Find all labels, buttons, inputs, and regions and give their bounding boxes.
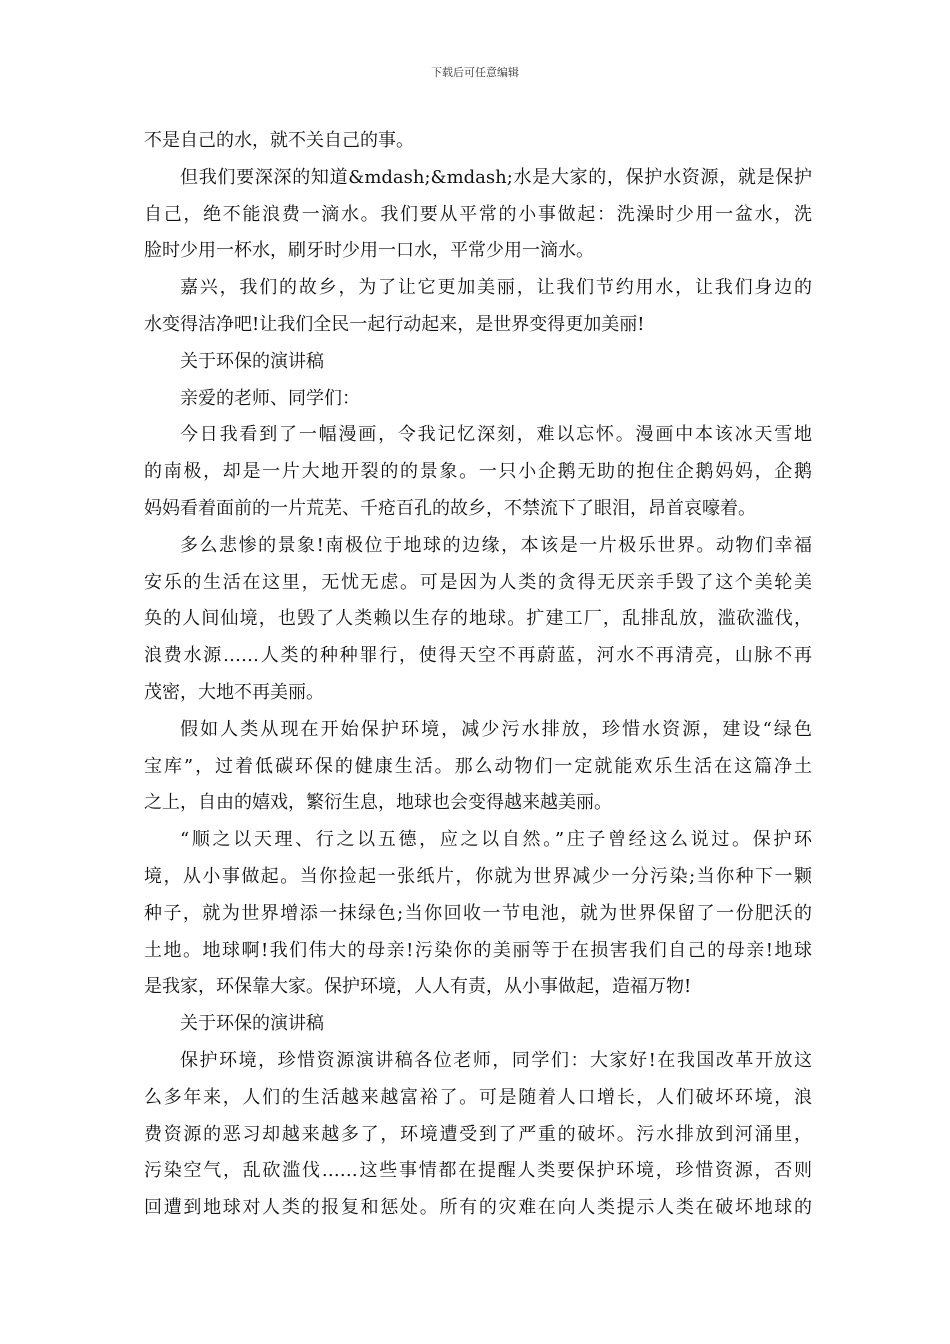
- text-line: “顺之以天理、行之以五德，应之以自然。”庄子曾经这么说过。保护环: [180, 829, 812, 851]
- page-header: 下载后可任意编辑: [431, 66, 519, 79]
- document-body: [144, 123, 812, 1227]
- text-line: 关于环保的演讲稿: [180, 1013, 324, 1035]
- text-line: 但我们要深深的知道&mdash;&mdash;水是大家的，保护水资源，就是保护: [180, 166, 812, 188]
- text-line: 自己，绝不能浪费一滴水。我们要从平常的小事做起：洗澡时少用一盆水，洗: [144, 203, 812, 225]
- text-line: 多么悲惨的景象!南极位于地球的边缘，本该是一片极乐世界。动物们幸福: [180, 534, 812, 556]
- text-line: 嘉兴，我们的故乡，为了让它更加美丽，让我们节约用水，让我们身边的: [180, 277, 812, 299]
- text-line: 妈妈看着面前的一片荒芜、千疮百孔的故乡，不禁流下了眼泪，昂首哀嚎着。: [144, 497, 756, 519]
- text-line: 污染空气，乱砍滥伐……这些事情都在提醒人类要保护环境，珍惜资源，否则: [144, 1160, 812, 1182]
- text-line: 费资源的恶习却越来越多了，环境遭受到了严重的破坏。污水排放到河涌里，: [144, 1123, 812, 1145]
- text-line: 境，从小事做起。当你捡起一张纸片，你就为世界减少一分污染;当你种下一颗: [144, 865, 812, 887]
- text-line: 亲爱的老师、同学们：: [180, 387, 360, 409]
- text-line: 假如人类从现在开始保护环境，减少污水排放，珍惜水资源，建设“绿色: [180, 718, 812, 740]
- text-line: 的南极，却是一片大地开裂的的景象。一只小企鹅无助的抱住企鹅妈妈，企鹅: [144, 461, 812, 483]
- text-line: 么多年来，人们的生活越来越富裕了。可是随着人口增长，人们破坏环境，浪: [144, 1086, 812, 1108]
- text-line: 不是自己的水，就不关自己的事。: [144, 130, 414, 151]
- text-line: 保护环境，珍惜资源演讲稿各位老师，同学们：大家好!在我国改革开放这: [180, 1049, 812, 1071]
- text-line: 之上，自由的嬉戏，繁衍生息，地球也会变得越来越美丽。: [144, 792, 612, 814]
- text-line: 回遭到地球对人类的报复和惩处。所有的灾难在向人类提示人类在破坏地球的: [144, 1197, 812, 1219]
- text-line: 茂密，大地不再美丽。: [144, 681, 324, 703]
- text-line: 今日我看到了一幅漫画，令我记忆深刻，难以忘怀。漫画中本该冰天雪地: [180, 424, 812, 446]
- text-line: 土地。地球啊!我们伟大的母亲!污染你的美丽等于在损害我们自己的母亲!地球: [144, 939, 812, 961]
- text-line: 关于环保的演讲稿: [180, 350, 324, 372]
- text-line: 脸时少用一杯水，刷牙时少用一口水，平常少用一滴水。: [144, 240, 594, 262]
- text-line: 水变得洁净吧!让我们全民一起行动起来，是世界变得更加美丽!: [144, 313, 645, 335]
- text-line: 宝库”，过着低碳环保的健康生活。那么动物们一定就能欢乐生活在这篇净土: [144, 755, 812, 777]
- text-line: 种子，就为世界增添一抹绿色;当你回收一节电池，就为世界保留了一份肥沃的: [144, 902, 812, 924]
- text-line: 安乐的生活在这里，无忧无虑。可是因为人类的贪得无厌亲手毁了这个美轮美: [144, 571, 812, 593]
- text-line: 浪费水源……人类的种种罪行，使得天空不再蔚蓝，河水不再清亮，山脉不再: [144, 645, 812, 667]
- text-line: 奂的人间仙境，也毁了人类赖以生存的地球。扩建工厂，乱排乱放，滥砍滥伐，: [144, 608, 812, 630]
- text-line: 是我家，环保靠大家。保护环境，人人有责，从小事做起，造福万物!: [144, 976, 692, 998]
